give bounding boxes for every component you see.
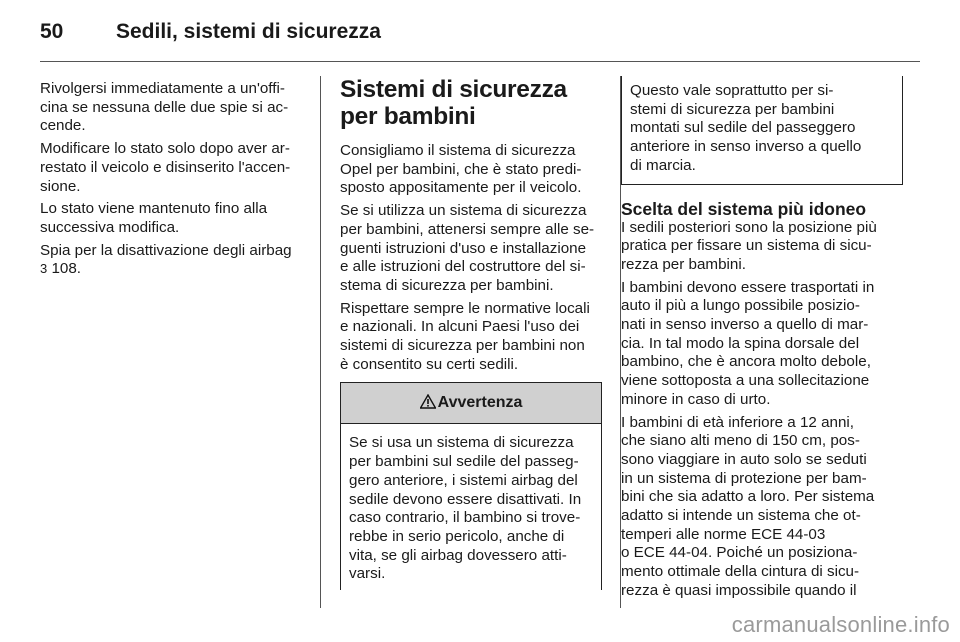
paragraph: Lo stato viene mantenuto fino alla successiva modifica. bbox=[40, 200, 268, 236]
warning-header bbox=[341, 383, 601, 424]
watermark: carmanualsonline.info bbox=[731, 612, 950, 637]
page-title: Sedili, sistemi di sicurezza bbox=[116, 20, 381, 43]
page-header bbox=[40, 14, 920, 50]
paragraph: I bambini di età inferiore a 12 anni, che siano alti meno di 150 cm, pos- sono viaggiare in auto solo se seduti in un sistema di protezione per bam- bini che sia adatto a loro. Per sistema adatto si intende un sistema che ot- temperi alle norme ECE 44-03 o ECE 44-04. Poiché un posiziona- mento ottimale della cintura di sicu- rezza è quasi impossibile quando il bbox=[621, 413, 875, 599]
paragraph: Se si utilizza un sistema di sicurezza per bambini, attenersi sempre alle se- guenti istruzioni d'uso e installazione e alle istruzioni del costruttore del si- stema di sicurezza per bambini. bbox=[340, 202, 595, 294]
paragraph: Rispettare sempre le normative locali e nazionali. In alcuni Paesi l'uso dei sistemi di sicurezza per bambini non è consentito su certi sedili. bbox=[340, 299, 590, 373]
reference-arrow-icon: 3 bbox=[40, 261, 48, 277]
warning-continuation-box: Questo vale soprattutto per si- stemi di sicurezza per bambini montati sul sedile del passeggero anteriore in senso inverso a quello di marcia. bbox=[621, 76, 903, 185]
paragraph: I sedili posteriori sono la posizione più pratica per fissare un sistema di sicu- rezza per bambini. bbox=[621, 218, 877, 273]
cross-reference-page: 108. bbox=[51, 260, 82, 278]
column-3 bbox=[621, 76, 903, 605]
column-divider-1 bbox=[320, 76, 321, 608]
paragraph: Rivolgersi immediatamente a un'offi- cina se nessuna delle due spie si ac- cende. bbox=[40, 80, 289, 135]
column-1 bbox=[40, 80, 308, 283]
paragraph: Consigliamo il sistema di sicurezza Opel per bambini, che è stato predi- sposto appositamente per il veicolo. bbox=[340, 142, 582, 197]
column-2 bbox=[340, 76, 602, 590]
warning-body: Se si usa un sistema di sicurezza per bambini sul sedile del passeg- gero anteriore, i sistemi airbag del sedile devono essere disattivati. In caso contrario, il bambino si trove- rebbe in serio pericolo, anche di vita, se gli airbag dovessero atti- varsi. bbox=[349, 434, 582, 583]
warning-title: Avvertenza bbox=[437, 394, 523, 412]
cross-reference[interactable] bbox=[40, 242, 308, 279]
sub-heading: Scelta del sistema più idoneo bbox=[621, 198, 867, 219]
warning-box bbox=[340, 382, 602, 590]
cross-reference-text: Spia per la disattivazione degli airbag bbox=[40, 241, 292, 259]
page-number: 50 bbox=[40, 20, 64, 43]
paragraph: I bambini devono essere trasportati in auto il più a lungo possibile posizio- nati in senso inverso a quello di mar- cia. In tal modo la spina dorsale del bambino, che è ancora molto debole, viene sottoposta a una sollecitazione minore in caso di urto. bbox=[621, 278, 875, 408]
header-divider bbox=[40, 61, 920, 62]
warning-triangle-icon bbox=[420, 385, 436, 425]
paragraph: Modificare lo stato solo dopo aver ar- restato il veicolo e disinserito l'accen- sione. bbox=[40, 140, 291, 195]
section-heading: Sistemi di sicurezza per bambini bbox=[340, 76, 567, 130]
